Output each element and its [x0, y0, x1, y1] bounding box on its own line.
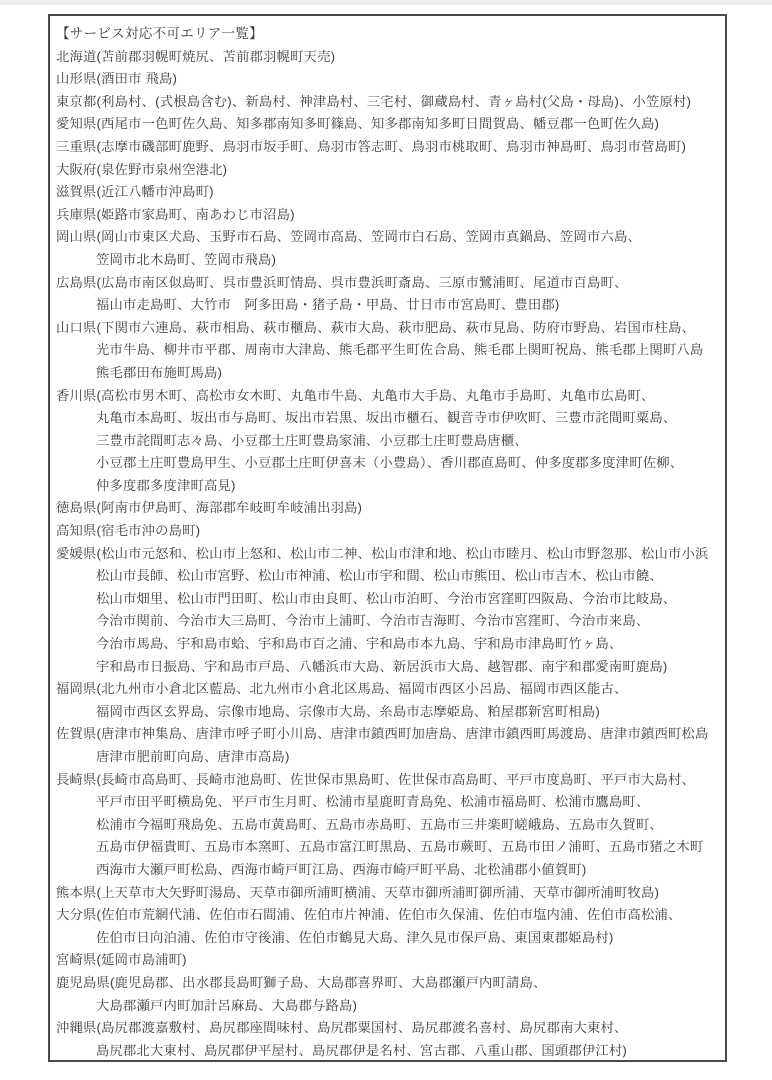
- prefecture-line: 北海道(苫前郡羽幌町焼尻、苫前郡羽幌町天売): [56, 48, 336, 64]
- continuation-line: 光市牛島、柳井市平郡、周南市大津島、熊毛郡平生町佐合島、熊毛郡上関町祝島、熊毛郡上関町八島: [96, 342, 704, 358]
- page-title: 【サービス対応不可エリア一覧】: [56, 26, 263, 41]
- prefecture-line: 滋賀県(近江八幡市沖島町): [56, 184, 214, 200]
- continuation-line: 島尻郡北大東村、島尻郡伊平屋村、島尻郡伊是名村、宮古郡、八重山郡、国頭郡伊江村): [96, 1042, 628, 1058]
- continuation-line: 平戸市田平町横島免、平戸市生月町、松浦市星鹿町青島免、松浦市福島町、松浦市鷹島町、: [96, 794, 650, 810]
- prefecture-line: 大分県(佐伯市荒網代浦、佐伯市石間浦、佐伯市片神浦、佐伯市久保浦、佐伯市塩内浦、佐伯市高松浦、: [56, 907, 682, 923]
- continuation-line: 西海市大瀬戸町松島、西海市崎戸町江島、西海市崎戸町平島、北松浦郡小値賀町): [96, 861, 587, 877]
- continuation-line: 福山市走島町、大竹市 阿多田島・猪子島・甲島、廿日市市宮島町、豊田郡): [96, 297, 560, 313]
- screenshot-top-edge: [0, 0, 772, 5]
- continuation-line: 熊毛郡田布施町馬島): [96, 364, 223, 380]
- continuation-line: 仲多度郡多度津町高見): [96, 477, 236, 493]
- continuation-line: 福岡市西区玄界島、宗像市地島、宗像市大島、糸島市志摩姫島、粕屋郡新宮町相島): [96, 703, 601, 719]
- prefecture-line: 愛媛県(松山市元怒和、松山市上怒和、松山市二神、松山市津和地、松山市睦月、松山市野忽那、松山市小浜: [56, 545, 709, 561]
- prefecture-line: 東京都(利島村、(式根島含む)、新島村、神津島村、三宅村、御蔵島村、青ヶ島村(父島・母島)、小笠原村): [56, 93, 692, 109]
- continuation-line: 佐伯市日向泊浦、佐伯市守後浦、佐伯市鶴見大島、津久見市保戸島、東国東郡姫島村): [96, 929, 614, 945]
- prefecture-line: 三重県(志摩市磯部町鹿野、鳥羽市坂手町、鳥羽市答志町、鳥羽市桃取町、鳥羽市神島町、鳥羽市菅島町): [56, 138, 687, 154]
- prefecture-line: 宮崎県(延岡市島浦町): [56, 952, 187, 968]
- continuation-line: 松山市畑里、松山市門田町、松山市由良町、松山市泊町、今治市宮窪町四阪島、今治市比岐島、: [96, 590, 677, 606]
- continuation-line: 小豆郡土庄町豊島甲生、小豆郡土庄町伊喜末（小豊島）、香川郡直島町、仲多度郡多度津町佐柳、: [96, 455, 684, 471]
- prefecture-line: 鹿児島県(鹿児島郡、出水郡長島町獅子島、大島郡喜界町、大島郡瀬戸内町請島、: [56, 974, 547, 990]
- continuation-line: 唐津市肥前町向島、唐津市高島): [96, 749, 290, 764]
- prefecture-line: 兵庫県(姫路市家島町、南あわじ市沼島): [56, 206, 295, 222]
- continuation-line: 宇和島市日振島、宇和島市戸島、八幡浜市大島、新居浜市大島、越智郡、南宇和郡愛南町鹿島): [96, 658, 668, 674]
- prefecture-line: 佐賀県(唐津市神集島、唐津市呼子町小川島、唐津市鎮西町加唐島、唐津市鎮西町馬渡島、唐津市鎮西町松島: [56, 726, 709, 742]
- prefecture-line: 岡山県(岡山市東区犬島、玉野市石島、笠岡市高島、笠岡市白石島、笠岡市真鍋島、笠岡市六島、: [56, 229, 641, 245]
- prefecture-line: 熊本県(上天草市大矢野町湯島、天草市御所浦町横浦、天草市御所浦町御所浦、天草市御所浦町牧島): [56, 884, 660, 900]
- continuation-line: 松浦市今福町飛島免、五島市黄島町、五島市赤島町、五島市三井楽町嵯峨島、五島市久賀町、: [96, 816, 663, 832]
- continuation-line: 笠岡市北木島町、笠岡市飛島): [96, 251, 277, 267]
- prefecture-line: 沖縄県(島尻郡渡嘉敷村、島尻郡座間味村、島尻郡粟国村、島尻郡渡名喜村、島尻郡南大東村、: [56, 1020, 628, 1036]
- prefecture-line: 徳島県(阿南市伊島町、海部郡牟岐町牟岐浦出羽島): [56, 500, 363, 516]
- continuation-line: 今治市馬島、宇和島市蛤、宇和島市百之浦、宇和島市本九島、宇和島市津島町竹ヶ島、: [96, 636, 623, 652]
- continuation-line: 大島郡瀬戸内町加計呂麻島、大島郡与路島): [96, 997, 358, 1013]
- continuation-line: 丸亀市本島町、坂出市与島町、坂出市岩黒、坂出市櫃石、観音寺市伊吹町、三豊市詫間町粟島、: [96, 410, 677, 426]
- continuation-line: 三豊市詫間町志々島、小豆郡土庄町豊島家浦、小豆郡土庄町豊島唐櫃、: [96, 432, 528, 448]
- continuation-line: 五島市伊福貴町、五島市本窯町、五島市富江町黒島、五島市蕨町、五島市田ノ浦町、五島市猪之木町: [96, 839, 704, 855]
- continuation-line: 松山市長師、松山市宮野、松山市神浦、松山市宇和間、松山市熊田、松山市吉木、松山市饒、: [96, 568, 663, 584]
- prefecture-line: 山形県(酒田市 飛島): [56, 71, 178, 87]
- prefecture-line: 大阪府(泉佐野市泉州空港北): [56, 161, 228, 177]
- prefecture-line: 高知県(宿毛市沖の島町): [56, 523, 201, 539]
- prefecture-line: 香川県(高松市男木町、高松市女木町、丸亀市牛島、丸亀市大手島、丸亀市手島町、丸亀市広島町、: [56, 387, 655, 403]
- continuation-line: 今治市関前、今治市大三島町、今治市上浦町、今治市吉海町、今治市宮窪町、今治市来島、: [96, 613, 650, 629]
- document-page: [48, 14, 727, 1062]
- prefecture-line: 福岡県(北九州市小倉北区藍島、北九州市小倉北区馬島、福岡市西区小呂島、福岡市西区能古、: [56, 681, 628, 697]
- area-list: [56, 46, 721, 1063]
- prefecture-line: 山口県(下関市六連島、萩市相島、萩市櫃島、萩市大島、萩市肥島、萩市見島、防府市野島、岩国市柱島、: [56, 319, 695, 335]
- prefecture-line: 愛知県(西尾市一色町佐久島、知多郡南知多町篠島、知多郡南知多町日間賀島、幡豆郡一色町佐久島): [56, 116, 660, 132]
- prefecture-line: 長崎県(長崎市高島町、長崎市池島町、佐世保市黒島町、佐世保市高島町、平戸市度島町、平戸市大島村、: [56, 771, 695, 787]
- prefecture-line: 広島県(広島市南区似島町、呉市豊浜町情島、呉市豊浜町斎島、三原市鷺浦町、尾道市百島町、: [56, 274, 628, 290]
